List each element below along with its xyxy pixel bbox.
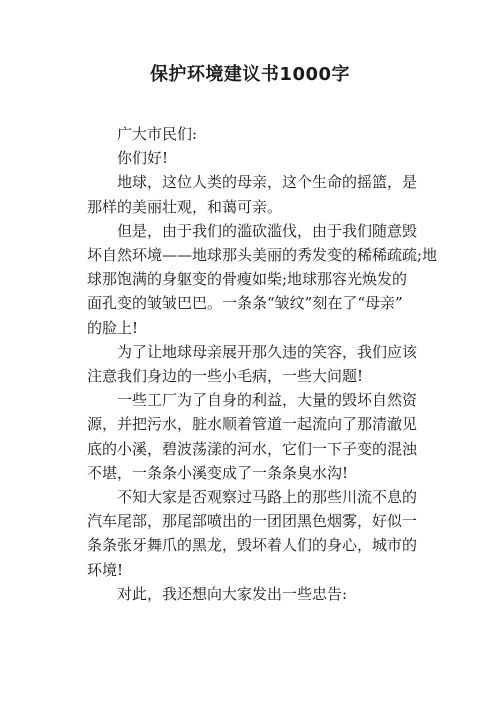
body-line: 注意我们身边的一些小毛病，一些大问题! — [87, 367, 364, 386]
body-line: 面孔变的皱皱巴巴。一条条“皱纹”刻在了“母亲” — [87, 294, 403, 313]
body-line: 那样的美丽壮观，和蔼可亲。 — [87, 197, 283, 216]
body-line: 地球，这位人类的母亲，这个生命的摇篮，是 — [117, 173, 418, 192]
body-line: 环境! — [87, 560, 124, 579]
body-line: 对此，我还想向大家发出一些忠告: — [117, 584, 348, 603]
body-line: 汽车尾部，那尾部喷出的一团团黑色烟雾，好似一 — [87, 512, 418, 531]
document-title: 保护环境建议书1000字 — [149, 64, 351, 85]
body-line: 坏自然环境——地球那头美丽的秀发变的稀稀疏疏;地 — [87, 246, 438, 265]
body-line: 不堪，一条条小溪变成了一条条臭水沟! — [87, 463, 349, 482]
body-line: 底的小溪，碧波荡漾的河水，它们一下子变的混浊 — [87, 439, 418, 458]
body-line: 的脸上! — [87, 318, 139, 337]
body-line: 你们好! — [117, 149, 169, 168]
body-line: 条条张牙舞爪的黑龙，毁坏着人们的身心，城市的 — [87, 536, 418, 555]
document-body — [87, 122, 438, 606]
body-line: 不知大家是否观察过马路上的那些川流不息的 — [117, 488, 418, 507]
body-line: 源，并把污水，脏水顺着管道一起流向了那清澈见 — [87, 415, 418, 434]
body-line: 球那饱满的身躯变的骨瘦如柴;地球那容光焕发的 — [87, 270, 408, 289]
body-line: 一些工厂为了自身的利益，大量的毁坏自然资 — [117, 391, 418, 410]
body-line: 广大市民们: — [117, 125, 198, 143]
body-line: 但是，由于我们的滥砍滥伐，由于我们随意毁 — [117, 221, 418, 240]
body-line: 为了让地球母亲展开那久违的笑容，我们应该 — [117, 342, 418, 361]
